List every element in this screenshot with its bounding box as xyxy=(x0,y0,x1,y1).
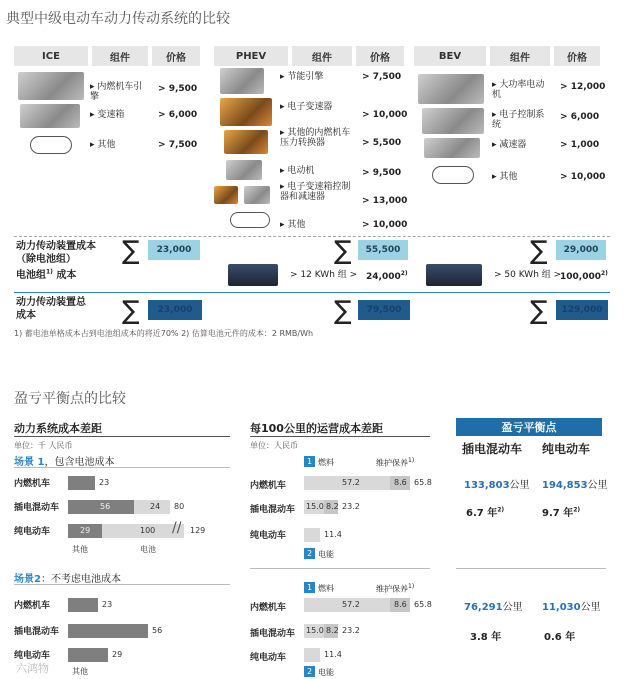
engine-image xyxy=(18,72,84,100)
row-label: 插电混动车 xyxy=(250,505,296,515)
scenario1-label: 场景 1，包含电池成本 xyxy=(14,457,115,468)
fuel-label: 燃料 xyxy=(318,584,334,593)
bar-value: 8.6 xyxy=(394,478,407,487)
bev-bar xyxy=(68,648,108,662)
divider xyxy=(456,568,606,569)
sum-icon: ∑ xyxy=(530,236,548,266)
reducer-image xyxy=(244,186,270,204)
bar-value: 29 xyxy=(112,650,123,659)
scenario2-label: 场景2：不考虑电池成本 xyxy=(14,574,121,585)
bar-value: 8.2 xyxy=(326,502,339,511)
gearbox-image xyxy=(20,104,80,128)
phev-total-cost: 79,500 xyxy=(358,300,410,320)
ice-total-cost: 23,000 xyxy=(148,300,202,320)
electricity-badge: 2 xyxy=(304,548,315,559)
watermark: 六鸿物 xyxy=(16,662,49,675)
phev-battery-cost: 24,000$^{2)}$ xyxy=(366,270,408,282)
page-title: 典型中级电动车动力传动系统的比较 xyxy=(6,11,230,27)
phev-price-header: 价格 xyxy=(356,46,404,66)
row-label: 插电混动车 xyxy=(14,503,60,513)
transmission-image xyxy=(220,98,272,126)
phev-breakeven-years: 6.7 年$^{2)}$ xyxy=(466,506,505,519)
control-system-image xyxy=(422,108,484,134)
bev-row-price: > 1,000 xyxy=(560,140,600,150)
bev-row-label: ▸ 大功率电动机 xyxy=(492,80,545,100)
phev-excl-total: 55,500 xyxy=(358,240,408,260)
phev-bar xyxy=(68,624,148,638)
bar-value: 56 xyxy=(100,502,111,511)
ice-row-price: > 6,000 xyxy=(158,110,198,120)
total-excl-label: 动力传动装置成本（除电池组） xyxy=(16,241,96,265)
ice-bar xyxy=(68,476,95,490)
bev-breakeven-years: 9.7 年$^{2)}$ xyxy=(542,506,581,519)
phev-row-price: > 10,000 xyxy=(362,110,408,120)
phev-row-label: ▸ 电动机 xyxy=(280,166,315,176)
fuel-badge: 1 xyxy=(304,582,315,593)
bev-breakeven-km: 11,030公里 xyxy=(542,602,601,613)
total-cost-label: 动力传动装置总成本 xyxy=(16,297,86,321)
bar-total: 23.2 xyxy=(342,502,360,511)
row-label: 内燃机车 xyxy=(14,601,51,611)
bev-excl-total: 29,000 xyxy=(556,240,606,260)
bar-total: 80 xyxy=(174,502,185,511)
cable-image xyxy=(432,166,474,184)
row-label: 纯电动车 xyxy=(14,527,51,537)
bev-breakeven-km: 194,853公里 xyxy=(542,480,608,491)
ice-row-label: ▸ 其他 xyxy=(90,140,116,150)
bev-row-label: ▸ 电子控制系统 xyxy=(492,110,545,130)
bar-value: 57.2 xyxy=(342,478,360,487)
row-label: 内燃机车 xyxy=(250,481,287,491)
phev-component-header: 组件 xyxy=(292,46,352,66)
divider xyxy=(14,436,230,437)
left-unit: 单位：千 人民币 xyxy=(14,441,73,450)
bar-value: 15.0 xyxy=(306,502,324,511)
section-title: 盈亏平衡点的比较 xyxy=(14,391,126,407)
row-label: 纯电动车 xyxy=(14,651,51,661)
row-label: 插电混动车 xyxy=(14,627,60,637)
bev-row-price: > 6,000 xyxy=(560,112,600,122)
bar-total: 11.4 xyxy=(324,530,342,539)
sum-icon: ∑ xyxy=(122,236,140,266)
bev-column-header: 纯电动车 xyxy=(542,442,591,456)
bar-total: 23.2 xyxy=(342,626,360,635)
bev-bar xyxy=(304,648,320,662)
bar-value: 29 xyxy=(80,526,91,535)
fuel-label: 燃料 xyxy=(318,458,334,467)
bev-bar xyxy=(304,528,320,542)
bar-value: 57.2 xyxy=(342,600,360,609)
bar-value: 23 xyxy=(102,600,113,609)
left-title: 动力系统成本差距 xyxy=(14,422,102,435)
battery-label: 电池组$^{1)}$ 成本 xyxy=(16,268,77,281)
maint-label: 维护保养$^{1)}$ xyxy=(376,583,415,594)
fuel-badge: 1 xyxy=(304,456,315,467)
bev-total-cost: 129,000 xyxy=(556,300,608,320)
breakeven-header: 盈亏平衡点 xyxy=(456,418,602,436)
ice-header: ICE xyxy=(14,46,88,66)
phev-row-price: > 10,000 xyxy=(362,220,408,230)
row-label: 内燃机车 xyxy=(14,479,51,489)
bev-header: BEV xyxy=(414,46,486,66)
phev-row-price: > 7,500 xyxy=(362,72,402,82)
ice-excl-total: 23,000 xyxy=(148,240,200,260)
ice-row-price: > 7,500 xyxy=(158,140,198,150)
bev-price-header: 价格 xyxy=(554,46,600,66)
ice-row-label: ▸ 变速箱 xyxy=(90,110,125,120)
phev-breakeven-years: 3.8 年 xyxy=(470,632,502,643)
ice-price-header: 价格 xyxy=(152,46,200,66)
phev-row-label: ▸ 电子变速器 xyxy=(280,102,333,112)
bev-component-header: 组件 xyxy=(490,46,550,66)
bar-value: 8.6 xyxy=(394,600,407,609)
sum-icon: ∑ xyxy=(334,296,352,326)
divider xyxy=(250,436,430,437)
phev-row-label: ▸ 其他 xyxy=(280,220,306,230)
controller-image xyxy=(214,186,238,204)
bar-total: 129 xyxy=(190,526,206,535)
bar-value: 100 xyxy=(140,526,156,535)
ice-bar xyxy=(68,598,98,612)
bev-battery-desc: > 50 KWh 组 > xyxy=(494,270,562,280)
phev-column-header: 插电混动车 xyxy=(462,442,523,456)
phev-row-label: ▸ 其他的内燃机车压力转换器 xyxy=(280,128,351,148)
phev-row-price: > 5,500 xyxy=(362,138,402,148)
phev-row-label: ▸ 电子变速箱控制器和减速器 xyxy=(280,182,351,202)
phev-row-label: ▸ 节能引擎 xyxy=(280,72,324,82)
bar-value: 23 xyxy=(99,478,110,487)
battery-image xyxy=(228,264,278,286)
bar-value: 8.2 xyxy=(326,626,339,635)
row-label: 插电混动车 xyxy=(250,629,296,639)
divider xyxy=(14,584,230,585)
sum-icon: ∑ xyxy=(530,296,548,326)
bar-value: 24 xyxy=(150,502,161,511)
motor-image xyxy=(418,74,484,104)
legend-other: 其他 xyxy=(72,667,88,676)
converter-image xyxy=(224,130,268,154)
ice-component-header: 组件 xyxy=(92,46,148,66)
middle-unit: 单位：人民币 xyxy=(250,441,298,450)
bar-total: 65.8 xyxy=(414,478,432,487)
cable-image xyxy=(30,136,72,154)
electricity-label: 电能 xyxy=(318,668,334,677)
phev-breakeven-km: 133,803公里 xyxy=(464,480,530,491)
row-label: 内燃机车 xyxy=(250,603,287,613)
phev-row-price: > 13,000 xyxy=(362,196,408,206)
legend-other: 其他 xyxy=(72,545,88,554)
bev-row-price: > 10,000 xyxy=(560,172,606,182)
bar-total: 65.8 xyxy=(414,600,432,609)
divider xyxy=(14,467,230,468)
ice-row-price: > 9,500 xyxy=(158,84,198,94)
bar-value: 15.0 xyxy=(306,626,324,635)
motor-image xyxy=(226,160,262,180)
axis-break-icon: // xyxy=(172,520,182,536)
divider xyxy=(250,568,430,569)
row-label: 纯电动车 xyxy=(250,531,287,541)
divider xyxy=(14,236,610,237)
footnote: 1) 蓄电池单格成本占到电池组成本的将近70% 2) 估算电池元件的成本：2 RMB/Wh xyxy=(14,329,314,338)
bev-row-price: > 12,000 xyxy=(560,82,606,92)
phev-breakeven-km: 76,291公里 xyxy=(464,602,523,613)
bev-row-label: ▸ 其他 xyxy=(492,172,518,182)
bev-breakeven-years: 0.6 年 xyxy=(544,632,576,643)
electricity-badge: 2 xyxy=(304,666,315,677)
reducer-image xyxy=(424,138,480,158)
row-label: 纯电动车 xyxy=(250,653,287,663)
electricity-label: 电能 xyxy=(318,550,334,559)
phev-header: PHEV xyxy=(214,46,288,66)
bar-total: 11.4 xyxy=(324,650,342,659)
phev-row-price: > 9,500 xyxy=(362,168,402,178)
engine-image xyxy=(220,68,264,94)
bar-value: 56 xyxy=(152,626,163,635)
ice-row-label: ▸ 内燃机车引擎 xyxy=(90,82,143,102)
middle-title: 每100公里的运营成本差距 xyxy=(250,422,383,435)
maint-label: 维护保养$^{1)}$ xyxy=(376,457,415,468)
sum-icon: ∑ xyxy=(334,236,352,266)
divider xyxy=(14,292,610,293)
bev-row-label: ▸ 减速器 xyxy=(492,140,527,150)
battery-image xyxy=(426,264,482,286)
phev-battery-desc: > 12 KWh 组 > xyxy=(290,270,358,280)
cable-image xyxy=(230,212,270,228)
legend-battery: 电池 xyxy=(140,545,156,554)
sum-icon: ∑ xyxy=(122,296,140,326)
bev-battery-cost: 100,000$^{2)}$ xyxy=(560,270,608,282)
